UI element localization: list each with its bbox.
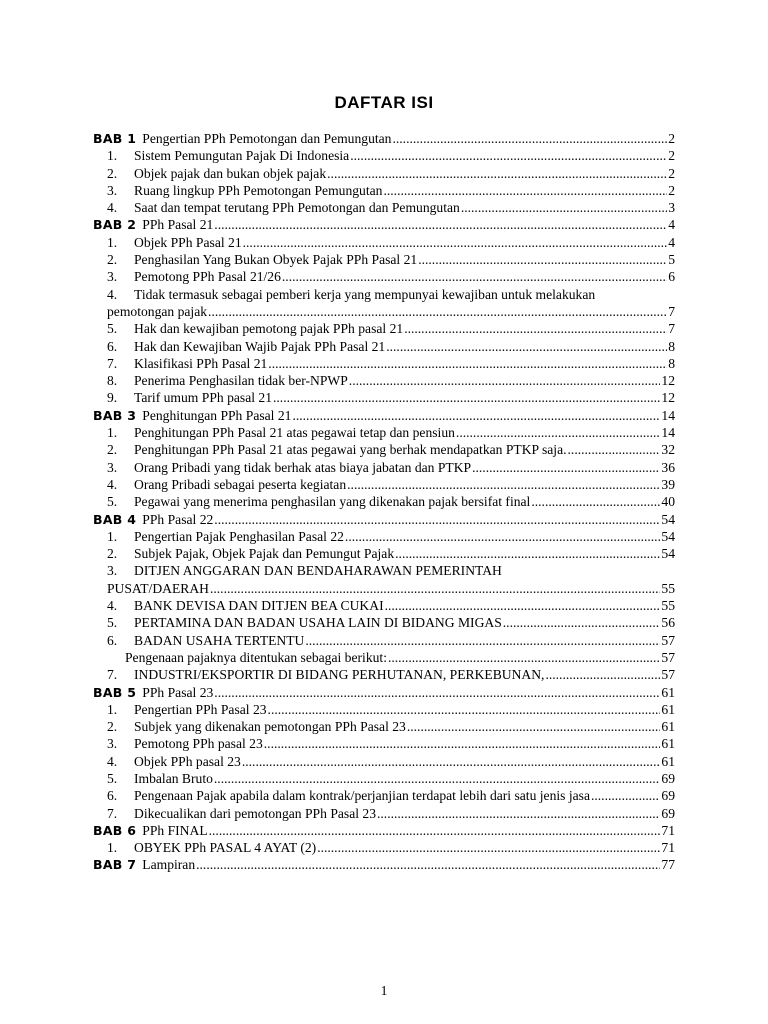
toc-entry[interactable]	[93, 234, 675, 251]
toc-entry-title	[93, 684, 213, 701]
toc-entry[interactable]	[93, 632, 675, 649]
toc-entry-title	[93, 147, 349, 164]
dot-leader	[195, 856, 660, 873]
toc-entry-title	[93, 666, 544, 683]
dot-leader	[460, 199, 667, 216]
entry-text: Pengertian PPh Pasal 23	[134, 701, 267, 717]
toc-entry[interactable]	[93, 355, 675, 372]
chapter-label: BAB 4	[93, 511, 137, 527]
toc-entry-title	[93, 753, 241, 770]
dot-leader	[385, 338, 667, 355]
toc-entry[interactable]	[93, 770, 675, 787]
entry-page-number: 56	[661, 615, 675, 631]
dot-leader	[208, 822, 661, 839]
entry-text: Orang Pribadi sebagai peserta kegiatan	[134, 476, 347, 492]
dot-leader	[376, 805, 660, 822]
entry-number: 2.	[107, 719, 118, 735]
entry-number: 2.	[107, 165, 118, 181]
entry-page-number: 40	[661, 494, 675, 510]
entry-text: Pegawai yang menerima penghasilan yang dikenakan pajak bersifat final	[134, 494, 531, 510]
entry-text: Klasifikasi PPh Pasal 21	[134, 355, 268, 371]
toc-entry-title	[93, 493, 530, 510]
entry-number: 4.	[107, 286, 118, 302]
entry-page-number: 36	[661, 459, 675, 475]
toc-entry-title	[93, 130, 391, 147]
dot-leader	[241, 753, 661, 770]
toc-entry[interactable]	[93, 528, 675, 545]
chapter-label: BAB 3	[93, 407, 137, 423]
toc-entry-title	[93, 511, 213, 528]
entry-page-number: 61	[661, 684, 675, 700]
toc-entry-title	[93, 614, 502, 631]
toc-entry[interactable]	[93, 805, 675, 822]
entry-number: 1.	[107, 425, 118, 441]
toc-entry-title	[93, 268, 281, 285]
toc-entry-title	[93, 701, 267, 718]
entry-page-number: 54	[661, 511, 675, 527]
toc-entry-title	[93, 718, 406, 735]
entry-page-number: 54	[661, 528, 675, 544]
toc-entry[interactable]	[93, 580, 675, 597]
entry-page-number: 5	[668, 252, 675, 268]
toc-entry[interactable]	[93, 320, 675, 337]
dot-leader	[346, 476, 660, 493]
toc-entry[interactable]	[93, 441, 675, 458]
toc-chapter[interactable]	[93, 511, 675, 528]
entry-page-number: 2	[668, 182, 675, 198]
dot-leader	[213, 770, 661, 787]
toc-entry-title	[93, 562, 502, 579]
entry-number: 3.	[107, 459, 118, 475]
entry-number: 6.	[107, 338, 118, 354]
entry-page-number: 2	[668, 131, 675, 146]
dot-leader	[567, 441, 661, 458]
entry-text: PPh Pasal 22	[142, 511, 214, 527]
dot-leader	[502, 614, 661, 631]
entry-text: PPh Pasal 21	[142, 217, 214, 233]
toc-entry[interactable]	[93, 251, 675, 268]
entry-text: BADAN USAHA TERTENTU	[134, 632, 305, 648]
entry-page-number: 6	[668, 269, 675, 285]
entry-page-number: 7	[668, 321, 675, 337]
toc-entry-title	[93, 770, 213, 787]
toc-entry[interactable]	[93, 701, 675, 718]
entry-text: Objek pajak dan bukan objek pajak	[134, 165, 327, 181]
toc-entry-title	[93, 234, 242, 251]
entry-page-number: 57	[661, 649, 675, 665]
entry-text: OBYEK PPh PASAL 4 AYAT (2)	[134, 840, 317, 856]
toc-entry-title	[93, 822, 208, 839]
dot-leader	[326, 165, 667, 182]
toc-entry[interactable]	[93, 839, 675, 856]
toc-entry[interactable]	[93, 147, 675, 164]
toc-entry-title	[93, 735, 263, 752]
entry-text: Penghitungan PPh Pasal 21	[142, 407, 292, 423]
dot-leader	[471, 459, 660, 476]
toc-entry[interactable]	[93, 562, 675, 579]
entry-text: PUSAT/DAERAH	[107, 580, 209, 596]
toc-entry[interactable]	[93, 718, 675, 735]
entry-number: 1.	[107, 148, 118, 164]
toc-entry-title	[93, 372, 348, 389]
toc-chapter[interactable]	[93, 856, 675, 873]
entry-text: Penghitungan PPh Pasal 21 atas pegawai tetap dan pensiun	[134, 425, 455, 441]
entry-number: 1.	[107, 840, 118, 856]
entry-text: Sistem Pemungutan Pajak Di Indonesia	[134, 148, 350, 164]
entry-page-number: 57	[661, 667, 675, 683]
toc-entry[interactable]	[93, 199, 675, 216]
entry-number: 4.	[107, 476, 118, 492]
dot-leader	[316, 839, 660, 856]
entry-number: 2.	[107, 546, 118, 562]
dot-leader	[455, 424, 660, 441]
toc-entry[interactable]	[93, 424, 675, 441]
entry-text: BANK DEVISA DAN DITJEN BEA CUKAI	[134, 598, 384, 614]
toc-entry-title	[93, 338, 385, 355]
entry-page-number: 14	[661, 407, 675, 423]
entry-text: PPh Pasal 23	[142, 684, 214, 700]
chapter-label: BAB 7	[93, 857, 137, 873]
table-of-contents	[93, 130, 675, 874]
entry-number: 7.	[107, 355, 118, 371]
entry-page-number: 7	[668, 303, 675, 319]
toc-entry-title	[93, 389, 272, 406]
dot-leader	[403, 320, 667, 337]
page-title: DAFTAR ISI	[334, 93, 434, 112]
entry-number: 9.	[107, 390, 118, 406]
toc-entry-title	[93, 597, 384, 614]
toc-entry[interactable]	[93, 372, 675, 389]
entry-page-number: 2	[668, 148, 675, 164]
toc-entry-title	[93, 632, 304, 649]
entry-number: 6.	[107, 788, 118, 804]
dot-leader	[590, 787, 660, 804]
entry-text: Orang Pribadi yang tidak berhak atas biaya jabatan dan PTKP	[134, 459, 472, 475]
entry-page-number: 69	[661, 805, 675, 821]
page-number: 1	[380, 983, 388, 998]
toc-entry[interactable]	[93, 459, 675, 476]
entry-text: Tarif umum PPh pasal 21	[134, 390, 272, 406]
toc-entry-title	[93, 199, 460, 216]
entry-number: 6.	[107, 632, 118, 648]
entry-text: Tidak termasuk sebagai pemberi kerja yang mempunyai kewajiban untuk melakukan	[134, 286, 596, 302]
entry-text: Pemotong PPh pasal 23	[134, 736, 263, 752]
dot-leader	[394, 545, 660, 562]
toc-entry-title	[93, 165, 326, 182]
entry-number: 4.	[107, 598, 118, 614]
entry-page-number: 39	[661, 476, 675, 492]
entry-text: Pemotong PPh Pasal 21/26	[134, 269, 281, 285]
entry-page-number: 4	[668, 234, 675, 250]
entry-text: PPh FINAL	[142, 822, 208, 838]
entry-number: 1.	[107, 234, 118, 250]
dot-leader	[348, 372, 661, 389]
toc-entry[interactable]	[93, 666, 675, 683]
toc-entry-title	[93, 441, 567, 458]
dot-leader	[213, 216, 667, 233]
toc-entry[interactable]	[93, 286, 675, 303]
entry-text: Pengertian Pajak Penghasilan Pasal 22	[134, 528, 344, 544]
dot-leader	[291, 407, 660, 424]
entry-number: 2.	[107, 252, 118, 268]
dot-leader	[263, 735, 661, 752]
toc-entry-title	[93, 476, 346, 493]
entry-text: Penghasilan Yang Bukan Obyek Pajak PPh Pasal 21	[134, 252, 418, 268]
entry-page-number: 54	[661, 546, 675, 562]
entry-page-number: 55	[661, 598, 675, 614]
toc-entry-title	[93, 545, 394, 562]
entry-text: Hak dan kewajiban pemotong pajak PPh pasal 21	[134, 321, 404, 337]
toc-entry[interactable]	[93, 597, 675, 614]
entry-page-number: 55	[661, 580, 675, 596]
dot-leader	[213, 511, 660, 528]
entry-text: Subjek Pajak, Objek Pajak dan Pemungut Pajak	[134, 546, 395, 562]
entry-text: Dikecualikan dari pemotongan PPh Pasal 23	[134, 805, 376, 821]
toc-entry[interactable]	[93, 787, 675, 804]
entry-text: Lampiran	[142, 857, 196, 873]
entry-text: Penghitungan PPh Pasal 21 atas pegawai yang berhak mendapatkan PTKP saja.	[134, 442, 567, 458]
entry-number: 1.	[107, 701, 118, 717]
entry-number: 2.	[107, 442, 118, 458]
entry-page-number: 2	[668, 165, 675, 181]
dot-leader	[209, 580, 660, 597]
entry-number: 1.	[107, 528, 118, 544]
entry-text: Subjek yang dikenakan pemotongan PPh Pasal 23	[134, 719, 406, 735]
dot-leader	[344, 528, 660, 545]
toc-entry[interactable]	[93, 735, 675, 752]
toc-entry[interactable]	[93, 545, 675, 562]
entry-page-number: 77	[661, 857, 675, 873]
toc-chapter[interactable]	[93, 216, 675, 233]
dot-leader	[267, 355, 667, 372]
chapter-label: BAB 2	[93, 217, 137, 233]
entry-page-number: 71	[661, 822, 675, 838]
entry-text: Saat dan tempat terutang PPh Pemotongan dan Pemungutan	[134, 200, 460, 216]
entry-text: Ruang lingkup PPh Pemotongan Pemungutan	[134, 182, 383, 198]
toc-entry-title	[93, 182, 382, 199]
entry-number: 3.	[107, 182, 118, 198]
toc-chapter[interactable]	[93, 684, 675, 701]
entry-page-number: 57	[661, 632, 675, 648]
toc-entry[interactable]	[93, 753, 675, 770]
toc-entry[interactable]	[93, 268, 675, 285]
entry-text: Pengenaan Pajak apabila dalam kontrak/perjanjian terdapat lebih dari satu jenis jasa	[134, 788, 590, 804]
entry-page-number: 8	[668, 355, 675, 371]
toc-chapter[interactable]	[93, 822, 675, 839]
entry-number: 3.	[107, 563, 118, 579]
dot-leader	[387, 649, 660, 666]
toc-entry-title	[93, 286, 595, 303]
entry-page-number: 8	[668, 338, 675, 354]
toc-entry[interactable]	[93, 303, 675, 320]
entry-text: Pengenaan pajaknya ditentukan sebagai berikut:	[125, 649, 387, 665]
entry-page-number: 32	[661, 442, 675, 458]
entry-page-number: 12	[661, 373, 675, 389]
dot-leader	[213, 684, 660, 701]
entry-number: 8.	[107, 373, 118, 389]
dot-leader	[530, 493, 660, 510]
entry-text: Objek PPh pasal 23	[134, 753, 241, 769]
toc-entry-title	[93, 320, 403, 337]
entry-number: 7.	[107, 667, 118, 683]
toc-chapter[interactable]	[93, 407, 675, 424]
entry-text: DITJEN ANGGARAN DAN BENDAHARAWAN PEMERINTAH	[134, 563, 502, 579]
toc-entry-title	[93, 787, 590, 804]
dot-leader	[391, 130, 667, 147]
toc-entry[interactable]	[93, 389, 675, 406]
entry-number: 7.	[107, 805, 118, 821]
dot-leader	[267, 701, 661, 718]
dot-leader	[207, 303, 667, 320]
entry-text: Imbalan Bruto	[134, 770, 213, 786]
dot-leader	[544, 666, 660, 683]
entry-text: Penerima Penghasilan tidak ber-NPWP	[134, 373, 348, 389]
entry-number: 4.	[107, 200, 118, 216]
toc-entry-title	[93, 528, 344, 545]
entry-number: 3.	[107, 736, 118, 752]
entry-page-number: 61	[661, 753, 675, 769]
chapter-label: BAB 6	[93, 822, 137, 838]
dot-leader	[417, 251, 667, 268]
entry-number: 5.	[107, 494, 118, 510]
entry-page-number: 61	[661, 736, 675, 752]
entry-text: PERTAMINA DAN BADAN USAHA LAIN DI BIDANG MIGAS	[134, 615, 502, 631]
entry-number: 5.	[107, 321, 118, 337]
toc-entry-title	[93, 251, 417, 268]
chapter-label: BAB 1	[93, 131, 137, 146]
toc-entry-title	[93, 459, 471, 476]
dot-leader	[242, 234, 668, 251]
toc-entry[interactable]	[93, 182, 675, 199]
dot-leader	[281, 268, 667, 285]
entry-page-number: 61	[661, 719, 675, 735]
toc-chapter[interactable]	[93, 130, 675, 147]
toc-entry-title	[93, 355, 267, 372]
entry-page-number: 61	[661, 701, 675, 717]
entry-page-number: 14	[661, 425, 675, 441]
dot-leader	[304, 632, 660, 649]
toc-entry-title	[93, 839, 316, 856]
entry-number: 4.	[107, 753, 118, 769]
toc-entry[interactable]	[93, 338, 675, 355]
toc-entry-title	[93, 407, 291, 424]
dot-leader	[349, 147, 667, 164]
toc-entry[interactable]	[93, 165, 675, 182]
entry-page-number: 69	[661, 788, 675, 804]
entry-text: Pengertian PPh Pemotongan dan Pemungutan	[142, 131, 392, 146]
entry-number: 3.	[107, 269, 118, 285]
toc-entry[interactable]	[93, 614, 675, 631]
entry-page-number: 71	[661, 840, 675, 856]
entry-number: 5.	[107, 770, 118, 786]
toc-entry[interactable]	[93, 476, 675, 493]
toc-entry[interactable]	[93, 493, 675, 510]
entry-page-number: 3	[668, 200, 675, 216]
dot-leader	[406, 718, 661, 735]
toc-entry-title	[93, 216, 213, 233]
chapter-label: BAB 5	[93, 684, 137, 700]
entry-text: Hak dan Kewajiban Wajib Pajak PPh Pasal 21	[134, 338, 386, 354]
entry-text: Objek PPh Pasal 21	[134, 234, 242, 250]
entry-page-number: 4	[668, 217, 675, 233]
entry-page-number: 69	[661, 770, 675, 786]
entry-text: pemotongan pajak	[107, 303, 208, 319]
dot-leader	[272, 389, 660, 406]
toc-entry-title	[93, 424, 455, 441]
entry-page-number: 12	[661, 390, 675, 406]
toc-entry-title	[93, 856, 195, 873]
entry-text: INDUSTRI/EKSPORTIR DI BIDANG PERHUTANAN, PERKEBUNAN,	[134, 667, 545, 683]
toc-entry[interactable]	[93, 649, 675, 666]
dot-leader	[382, 182, 667, 199]
entry-number: 5.	[107, 615, 118, 631]
dot-leader	[384, 597, 661, 614]
toc-entry-title	[93, 805, 376, 822]
